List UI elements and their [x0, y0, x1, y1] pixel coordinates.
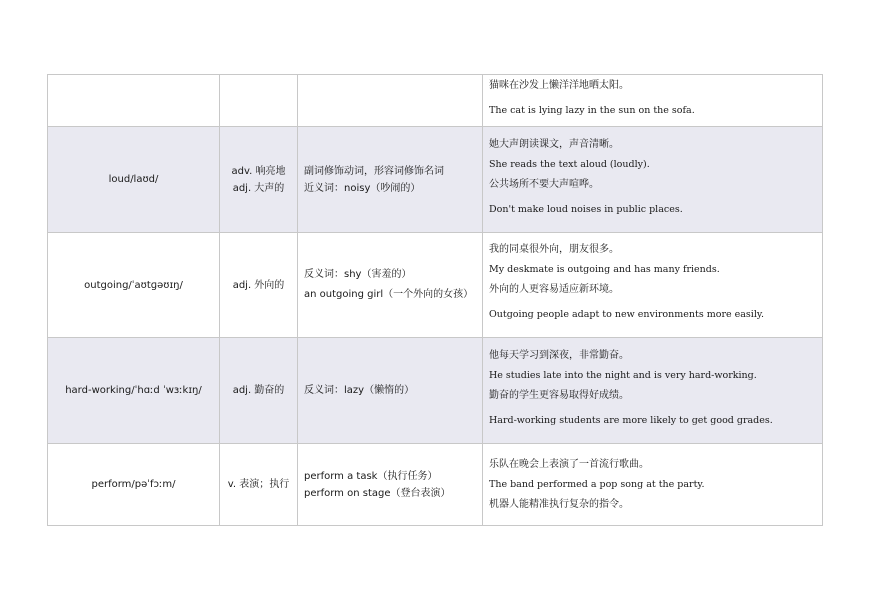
example-cell	[483, 75, 823, 127]
example-en: She reads the text aloud (loudly).	[489, 158, 650, 170]
example-cn: 我的同桌很外向，朋友很多。	[489, 244, 619, 255]
usage-cell	[298, 75, 483, 127]
word-cell: hard-working/ˈhɑːd ˈwɜːkɪŋ/	[48, 338, 220, 444]
pos-line: v. 表演；执行	[227, 479, 290, 490]
example-cell	[483, 233, 823, 338]
vocabulary-table	[47, 74, 823, 526]
table-row	[48, 233, 823, 338]
usage-note: an outgoing girl（一个外向的女孩）	[304, 289, 474, 300]
pos-cell	[220, 75, 298, 127]
example-cn: 勤奋的学生更容易取得好成绩。	[489, 389, 629, 401]
usage-note: 副词修饰动词，形容词修饰名词	[304, 165, 444, 177]
example-en: Hard-working students are more likely to get good grades.	[489, 414, 773, 426]
example-en: Don't make loud noises in public places.	[489, 203, 683, 215]
example-en: Outgoing people adapt to new environments more easily.	[489, 309, 765, 320]
example-en: He studies late into the night and is very hard-working.	[489, 369, 757, 381]
table-row	[48, 127, 823, 233]
example-cn: 外向的人更容易适应新环境。	[489, 284, 619, 295]
usage-cell	[298, 444, 483, 526]
example-cn: 机器人能精准执行复杂的指令。	[489, 498, 629, 510]
usage-cell	[298, 233, 483, 338]
usage-cell	[298, 338, 483, 444]
word-cell: loud/laʊd/	[48, 127, 220, 233]
example-en: The cat is lying lazy in the sun on the sofa.	[489, 104, 695, 116]
usage-note: 反义词：shy（害羞的）	[304, 269, 412, 280]
example-cn: 公共场所不要大声喧哗。	[489, 178, 599, 190]
table-row	[48, 444, 823, 526]
usage-note: perform on stage（登台表演）	[304, 487, 451, 499]
example-cn: 乐队在晚会上表演了一首流行歌曲。	[489, 458, 649, 470]
example-en: My deskmate is outgoing and has many friends.	[489, 264, 720, 275]
pos-line: adv. 响亮地	[231, 165, 286, 177]
example-cell	[483, 338, 823, 444]
usage-cell	[298, 127, 483, 233]
pos-cell	[220, 127, 298, 233]
word-cell	[48, 75, 220, 127]
example-cell	[483, 127, 823, 233]
pos-cell	[220, 233, 298, 338]
word-cell: perform/pəˈfɔːm/	[48, 444, 220, 526]
usage-note: 近义词：noisy（吵闹的）	[304, 182, 421, 194]
pos-line: adj. 勤奋的	[232, 385, 285, 396]
pos-cell	[220, 338, 298, 444]
pos-line: adj. 外向的	[232, 279, 285, 291]
word-cell: outgoing/ˈaʊtɡəʊɪŋ/	[48, 233, 220, 338]
usage-note: 反义词：lazy（懒惰的）	[304, 385, 415, 396]
pos-cell	[220, 444, 298, 526]
table-row	[48, 75, 823, 127]
example-cell	[483, 444, 823, 526]
example-en: The band performed a pop song at the party.	[489, 478, 705, 490]
table-row	[48, 338, 823, 444]
usage-note: perform a task（执行任务）	[304, 470, 438, 482]
pos-line: adj. 大声的	[232, 182, 285, 194]
example-cn: 她大声朗读课文，声音清晰。	[489, 138, 619, 150]
example-cn: 他每天学习到深夜，非常勤奋。	[489, 349, 629, 361]
example-cn: 猫咪在沙发上懒洋洋地晒太阳。	[489, 79, 629, 91]
